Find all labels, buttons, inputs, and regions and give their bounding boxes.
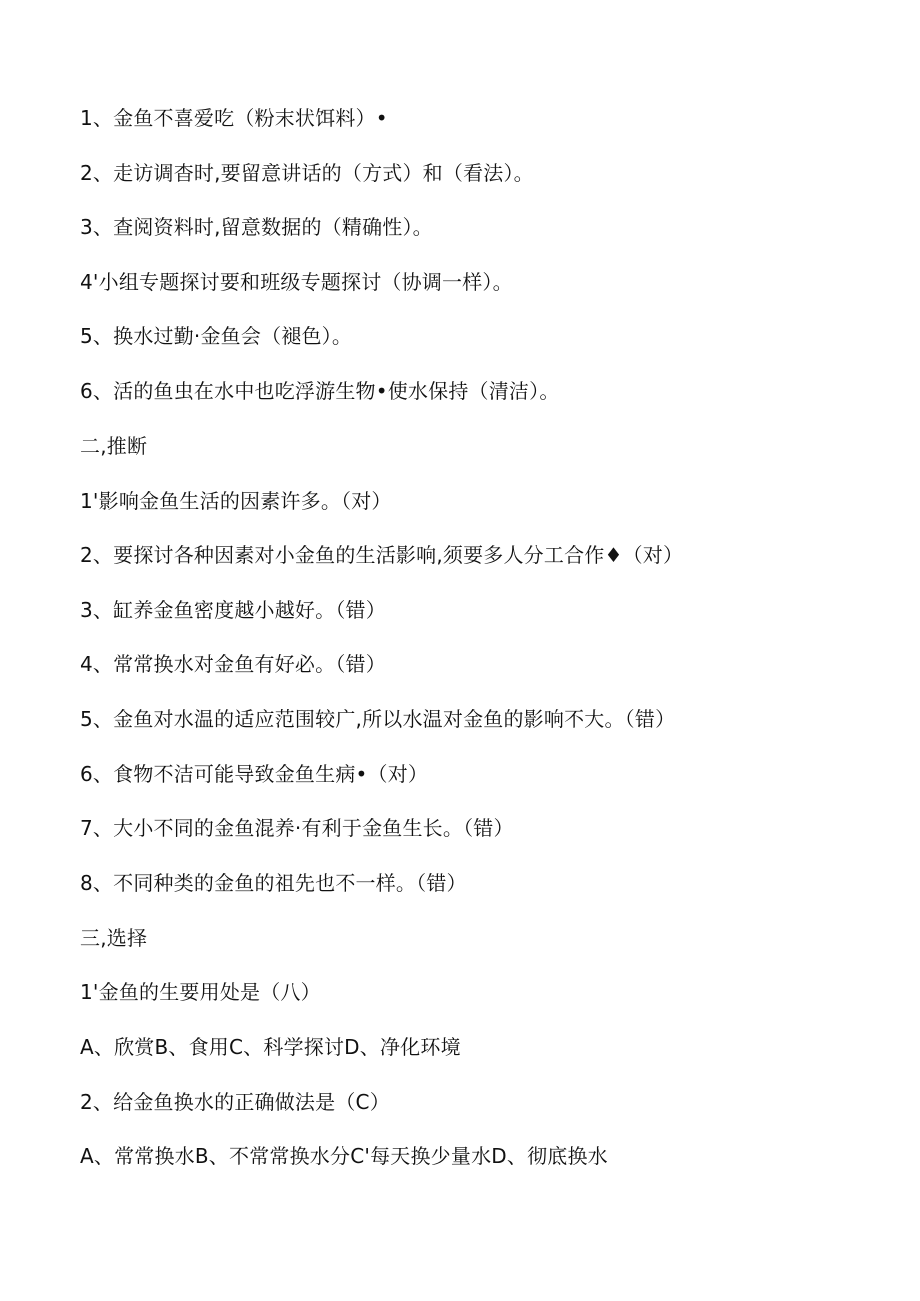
judgment-item-3: 3、缸养金鱼密度越小越好。（错） bbox=[80, 598, 386, 622]
judgment-item-5: 5、金鱼对水温的适应范围较广,所以水温对金鱼的影响不大。（错） bbox=[80, 707, 676, 731]
judgment-item-4: 4、常常换水对金鱼有好必。（错） bbox=[80, 652, 386, 676]
choice-options-2: A、常常换水B、不常常换水分C'每天换少量水D、彻底换水 bbox=[80, 1144, 608, 1168]
section-heading-judgment: 二,推断 bbox=[80, 434, 148, 458]
section-heading-choice: 三,选择 bbox=[80, 926, 148, 950]
fill-blank-item-1: 1、金鱼不喜爱吃（粉末状饵料）• bbox=[80, 106, 388, 130]
judgment-item-6: 6、食物不洁可能导致金鱼生病•（对） bbox=[80, 762, 429, 786]
choice-question-2: 2、给金鱼换水的正确做法是（C） bbox=[80, 1090, 390, 1114]
fill-blank-item-4: 4'小组专题探讨要和班级专题探讨（协调一样）。 bbox=[80, 270, 513, 294]
judgment-item-7: 7、大小不同的金鱼混养·有利于金鱼生长。（错） bbox=[80, 816, 514, 840]
judgment-item-2: 2、要探讨各种因素对小金鱼的生活影响,须要多人分工合作♦（对） bbox=[80, 543, 684, 567]
choice-options-1: A、欣赏B、食用C、科学探讨D、净化环境 bbox=[80, 1035, 461, 1059]
fill-blank-item-2: 2、走访调杳时,要留意讲话的（方式）和（看法）。 bbox=[80, 161, 534, 185]
fill-blank-item-5: 5、换水过勤·金鱼会（褪色）。 bbox=[80, 324, 353, 348]
fill-blank-item-6: 6、活的鱼虫在水中也吃浮游生物•使水保持（清洁）。 bbox=[80, 379, 560, 403]
choice-question-1: 1'金鱼的生要用处是（八） bbox=[80, 980, 321, 1004]
judgment-item-1: 1'影响金鱼生活的因素许多。（对） bbox=[80, 489, 392, 513]
judgment-item-8: 8、不同种类的金鱼的祖先也不一样。（错） bbox=[80, 871, 467, 895]
fill-blank-item-3: 3、查阅资料时,留意数据的（精确性）。 bbox=[80, 215, 433, 239]
